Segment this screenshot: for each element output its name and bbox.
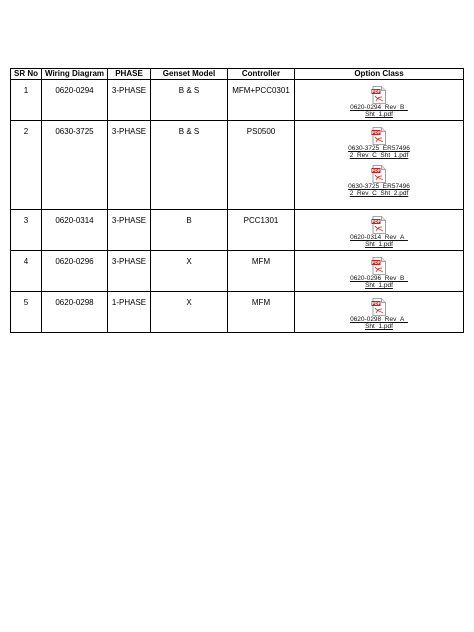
genset-model-cell: B & S	[151, 80, 228, 121]
wiring-diagram-cell: 0620-0314	[42, 210, 108, 251]
sr-no-cell: 4	[11, 251, 42, 292]
wiring-diagram-cell: 0620-0296	[42, 251, 108, 292]
option-class-cell	[295, 292, 464, 333]
pdf-file-icon	[371, 86, 387, 104]
wiring-diagram-cell: 0620-0298	[42, 292, 108, 333]
table-row	[11, 292, 464, 333]
genset-model-cell: X	[151, 251, 228, 292]
header-phase: PHASE	[108, 69, 151, 80]
table-row	[11, 80, 464, 121]
controller-cell: MFM	[228, 251, 295, 292]
header-option-class: Option Class	[295, 69, 464, 80]
svg-text:PDF: PDF	[371, 130, 381, 136]
option-class-cell	[295, 80, 464, 121]
phase-cell: 3-PHASE	[108, 80, 151, 121]
wiring-diagram-cell: 0630-3725	[42, 121, 108, 210]
sr-no-cell: 2	[11, 121, 42, 210]
pdf-attachment[interactable]	[347, 298, 411, 330]
svg-text:PDF: PDF	[371, 260, 381, 266]
attachment-filename[interactable]: 0620-0296_Rev_B_Sht_1.pdf	[350, 275, 408, 289]
genset-model-cell: B	[151, 210, 228, 251]
wiring-diagram-cell: 0620-0294	[42, 80, 108, 121]
phase-cell: 3-PHASE	[108, 251, 151, 292]
controller-cell: MFM	[228, 292, 295, 333]
table-row	[11, 121, 464, 210]
pdf-attachment[interactable]	[347, 165, 411, 197]
attachment-filename[interactable]: 0630-3725_ER57496 2_Rev_C_Sht_2.pdf	[348, 183, 410, 197]
controller-cell: PCC1301	[228, 210, 295, 251]
genset-model-cell: X	[151, 292, 228, 333]
phase-cell: 3-PHASE	[108, 210, 151, 251]
pdf-file-icon	[371, 165, 387, 183]
header-controller: Controller	[228, 69, 295, 80]
pdf-attachment[interactable]	[347, 127, 411, 159]
option-class-cell	[295, 121, 464, 210]
pdf-attachment[interactable]	[347, 86, 411, 118]
attachment-filename[interactable]: 0620-0314_Rev_A_Sht_1.pdf	[350, 234, 408, 248]
genset-model-cell: B & S	[151, 121, 228, 210]
option-class-cell	[295, 210, 464, 251]
attachment-filename[interactable]: 0630-3725_ER57496 2_Rev_C_Sht_1.pdf	[348, 145, 410, 159]
header-wiring-diagram: Wiring Diagram	[42, 69, 108, 80]
header-genset-model: Genset Model	[151, 69, 228, 80]
option-class-cell	[295, 251, 464, 292]
sr-no-cell: 1	[11, 80, 42, 121]
pdf-file-icon	[371, 127, 387, 145]
attachment-filename[interactable]: 0620-0294_Rev_B_Sht_1.pdf	[350, 104, 408, 118]
controller-cell: MFM+PCC0301	[228, 80, 295, 121]
header-sr-no: SR No	[11, 69, 42, 80]
sr-no-cell: 3	[11, 210, 42, 251]
table-row	[11, 210, 464, 251]
pdf-attachment[interactable]	[347, 216, 411, 248]
phase-cell: 3-PHASE	[108, 121, 151, 210]
svg-text:PDF: PDF	[371, 168, 381, 174]
wiring-diagram-table	[10, 68, 464, 333]
controller-cell: PS0500	[228, 121, 295, 210]
table-row	[11, 251, 464, 292]
svg-text:PDF: PDF	[371, 89, 381, 95]
header-row	[11, 69, 464, 80]
attachment-filename[interactable]: 0620-0298_Rev_A_Sht_1.pdf	[350, 316, 408, 330]
pdf-attachment[interactable]	[347, 257, 411, 289]
pdf-file-icon	[371, 298, 387, 316]
svg-text:PDF: PDF	[371, 219, 381, 225]
svg-text:PDF: PDF	[371, 301, 381, 307]
phase-cell: 1-PHASE	[108, 292, 151, 333]
pdf-file-icon	[371, 216, 387, 234]
pdf-file-icon	[371, 257, 387, 275]
sr-no-cell: 5	[11, 292, 42, 333]
